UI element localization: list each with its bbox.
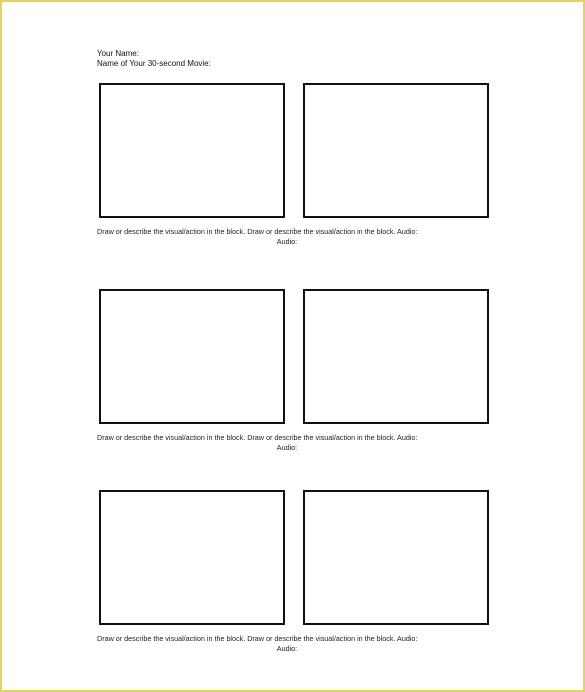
storyboard-frame-3-right[interactable]: [303, 490, 489, 625]
storyboard-frame-1-right[interactable]: [303, 83, 489, 218]
storyboard-frame-3-left[interactable]: [99, 490, 285, 625]
row-2-caption: [97, 433, 497, 453]
movie-name-label: Name of Your 30-second Movie:: [97, 59, 211, 68]
storyboard-frame-2-right[interactable]: [303, 289, 489, 424]
row-3-caption: [97, 634, 497, 654]
row-2-caption-text: Draw or describe the visual/action in the block. Draw or describe the visual/action in the block. Audio:: [97, 433, 418, 442]
row-1-caption: [97, 227, 497, 247]
page-header: [97, 49, 211, 69]
row-1-caption-text: Draw or describe the visual/action in the block. Draw or describe the visual/action in the block. Audio:: [97, 227, 418, 236]
storyboard-frame-1-left[interactable]: [99, 83, 285, 218]
row-1-audio-label: Audio:: [276, 237, 298, 246]
storyboard-frame-2-left[interactable]: [99, 289, 285, 424]
row-2-audio-label: Audio:: [276, 443, 298, 452]
row-3-caption-text: Draw or describe the visual/action in the block. Draw or describe the visual/action in the block. Audio:: [97, 634, 418, 643]
row-3-audio-label: Audio:: [276, 644, 298, 653]
your-name-label: Your Name:: [97, 49, 139, 58]
